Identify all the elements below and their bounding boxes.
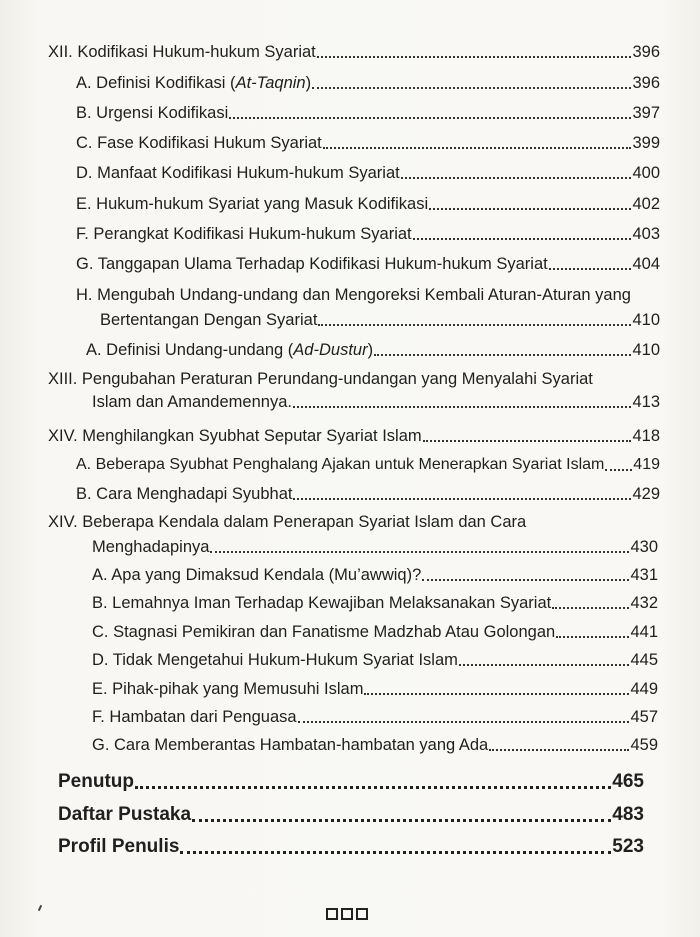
- toc-entry-title: XII. Kodifikasi Hukum-hukum Syariat: [48, 43, 316, 61]
- page-ornament-squares: [326, 908, 368, 920]
- toc-entry-xiv2-d: [92, 650, 658, 670]
- toc-entry-title: A. Apa yang Dimaksud Kendala (Mu’awwiq)?: [92, 566, 422, 584]
- toc-entry-page: 523: [612, 836, 644, 857]
- toc-entry-xii-f: [76, 224, 660, 244]
- toc-entry-xiii-line1: XIII. Pengubahan Peraturan Perundang-undangan yang Menyalahi Syariat: [48, 370, 593, 388]
- toc-entry-page: 430: [630, 538, 658, 556]
- toc-entry-penutup: [58, 770, 644, 794]
- toc-entry-page: 419: [633, 456, 660, 473]
- toc-entry-page: 445: [630, 651, 658, 669]
- toc-entry-title: XIV. Menghilangkan Syubhat Seputar Syariat Islam: [48, 427, 422, 445]
- toc-entry-title: Penutup: [58, 771, 134, 792]
- toc-entry-page: 410: [632, 341, 660, 359]
- toc-entry-xii-d: [76, 163, 660, 183]
- toc-entry-title: Islam dan Amandemennya.: [92, 393, 292, 411]
- toc-entry-xiv2: [92, 537, 658, 557]
- toc-entry-page: 413: [632, 393, 660, 411]
- toc-entry-title: Profil Penulis: [58, 836, 180, 857]
- toc-entry-page: 400: [632, 164, 660, 182]
- toc-entry-page: 465: [612, 771, 644, 792]
- toc-entry-xii-h-line1: H. Mengubah Undang-undang dan Mengoreksi Kembali Aturan-Aturan yang: [76, 286, 631, 304]
- toc-entry-xiv2-f: [92, 707, 658, 727]
- toc-entry-profil-penulis: [58, 835, 644, 859]
- toc-entry-xiv2-e: [92, 679, 658, 699]
- toc-entry-title: B. Cara Menghadapi Syubhat: [76, 485, 293, 503]
- toc-entry-page: 410: [632, 311, 660, 329]
- toc-entry-title: B. Urgensi Kodifikasi: [76, 104, 229, 122]
- toc-entry-page: 396: [632, 74, 660, 92]
- toc-entry-title: G. Tanggapan Ulama Terhadap Kodifikasi Hukum-hukum Syariat: [76, 255, 548, 273]
- toc-entry-page: 449: [630, 680, 658, 698]
- toc-entry-page: 457: [630, 708, 658, 726]
- toc-entry-xii-a: [76, 73, 660, 93]
- toc-entry-xiii: [92, 392, 660, 412]
- toc-entry-daftar-pustaka: [58, 803, 644, 827]
- toc-entry-xii: [48, 42, 660, 62]
- toc-entry-xiv: [48, 426, 660, 446]
- toc-entry-xiv-b: [76, 484, 660, 504]
- toc-entry-title: A. Definisi Kodifikasi (At-Taqnin): [76, 74, 312, 92]
- toc-entry-title: C. Fase Kodifikasi Hukum Syariat: [76, 134, 322, 152]
- toc-entry-page: 396: [632, 43, 660, 61]
- toc-entry-page: 432: [630, 594, 658, 612]
- toc-entry-xii-b: [76, 103, 660, 123]
- toc-entry-xii-g: [76, 254, 660, 274]
- toc-entry-xiv2-g: [92, 735, 658, 755]
- toc-entry-title: F. Hambatan dari Penguasa: [92, 708, 297, 726]
- toc-entry-title: F. Perangkat Kodifikasi Hukum-hukum Syariat: [76, 225, 412, 243]
- toc-entry-title: Daftar Pustaka: [58, 804, 192, 825]
- toc-entry-page: 441: [630, 623, 658, 641]
- toc-entry-title: C. Stagnasi Pemikiran dan Fanatisme Madzhab Atau Golongan: [92, 623, 556, 641]
- square-ornament-icon: [326, 908, 338, 920]
- square-ornament-icon: [356, 908, 368, 920]
- toc-entry-xiv2-a: [92, 565, 658, 585]
- ink-mark: [38, 905, 42, 911]
- toc-entry-page: 402: [632, 195, 660, 213]
- toc-entry-page: 403: [632, 225, 660, 243]
- toc-entry-title: G. Cara Memberantas Hambatan-hambatan yang Ada: [92, 736, 489, 754]
- toc-entry-title: Menghadapinya: [92, 538, 210, 556]
- toc-entry-xiv2-line1: XIV. Beberapa Kendala dalam Penerapan Syariat Islam dan Cara: [48, 513, 527, 531]
- toc-entry-page: 418: [632, 427, 660, 445]
- toc-entry-title: B. Lemahnya Iman Terhadap Kewajiban Melaksanakan Syariat: [92, 594, 552, 612]
- toc-entry-title: E. Pihak-pihak yang Memusuhi Islam: [92, 680, 364, 698]
- toc-entry-title: D. Manfaat Kodifikasi Hukum-hukum Syariat: [76, 164, 400, 182]
- toc-entry-xii-c: [76, 133, 660, 153]
- toc-entry-xii-h: [100, 310, 660, 330]
- toc-entry-page: 397: [632, 104, 660, 122]
- toc-entry-title: Bertentangan Dengan Syariat: [100, 311, 318, 329]
- toc-entry-page: 483: [612, 804, 644, 825]
- toc-entry-page: 431: [630, 566, 658, 584]
- toc-entry-page: 404: [632, 255, 660, 273]
- toc-entry-xiv-a: [76, 455, 660, 475]
- toc-entry-xii-h-a: [86, 340, 660, 360]
- toc-entry-page: 429: [632, 485, 660, 503]
- toc-entry-xiv2-b: [92, 593, 658, 613]
- toc-entry-title: D. Tidak Mengetahui Hukum-Hukum Syariat Islam: [92, 651, 458, 669]
- toc-entry-page: 399: [632, 134, 660, 152]
- toc-entry-title: A. Definisi Undang-undang (Ad-Dustur): [86, 341, 374, 359]
- toc-entry-xii-e: [76, 194, 660, 214]
- square-ornament-icon: [341, 908, 353, 920]
- toc-entry-title: A. Beberapa Syubhat Penghalang Ajakan untuk Menerapkan Syariat Islam: [76, 456, 605, 473]
- toc-entry-title: E. Hukum-hukum Syariat yang Masuk Kodifikasi: [76, 195, 429, 213]
- toc-entry-xiv2-c: [92, 622, 658, 642]
- toc-entry-page: 459: [630, 736, 658, 754]
